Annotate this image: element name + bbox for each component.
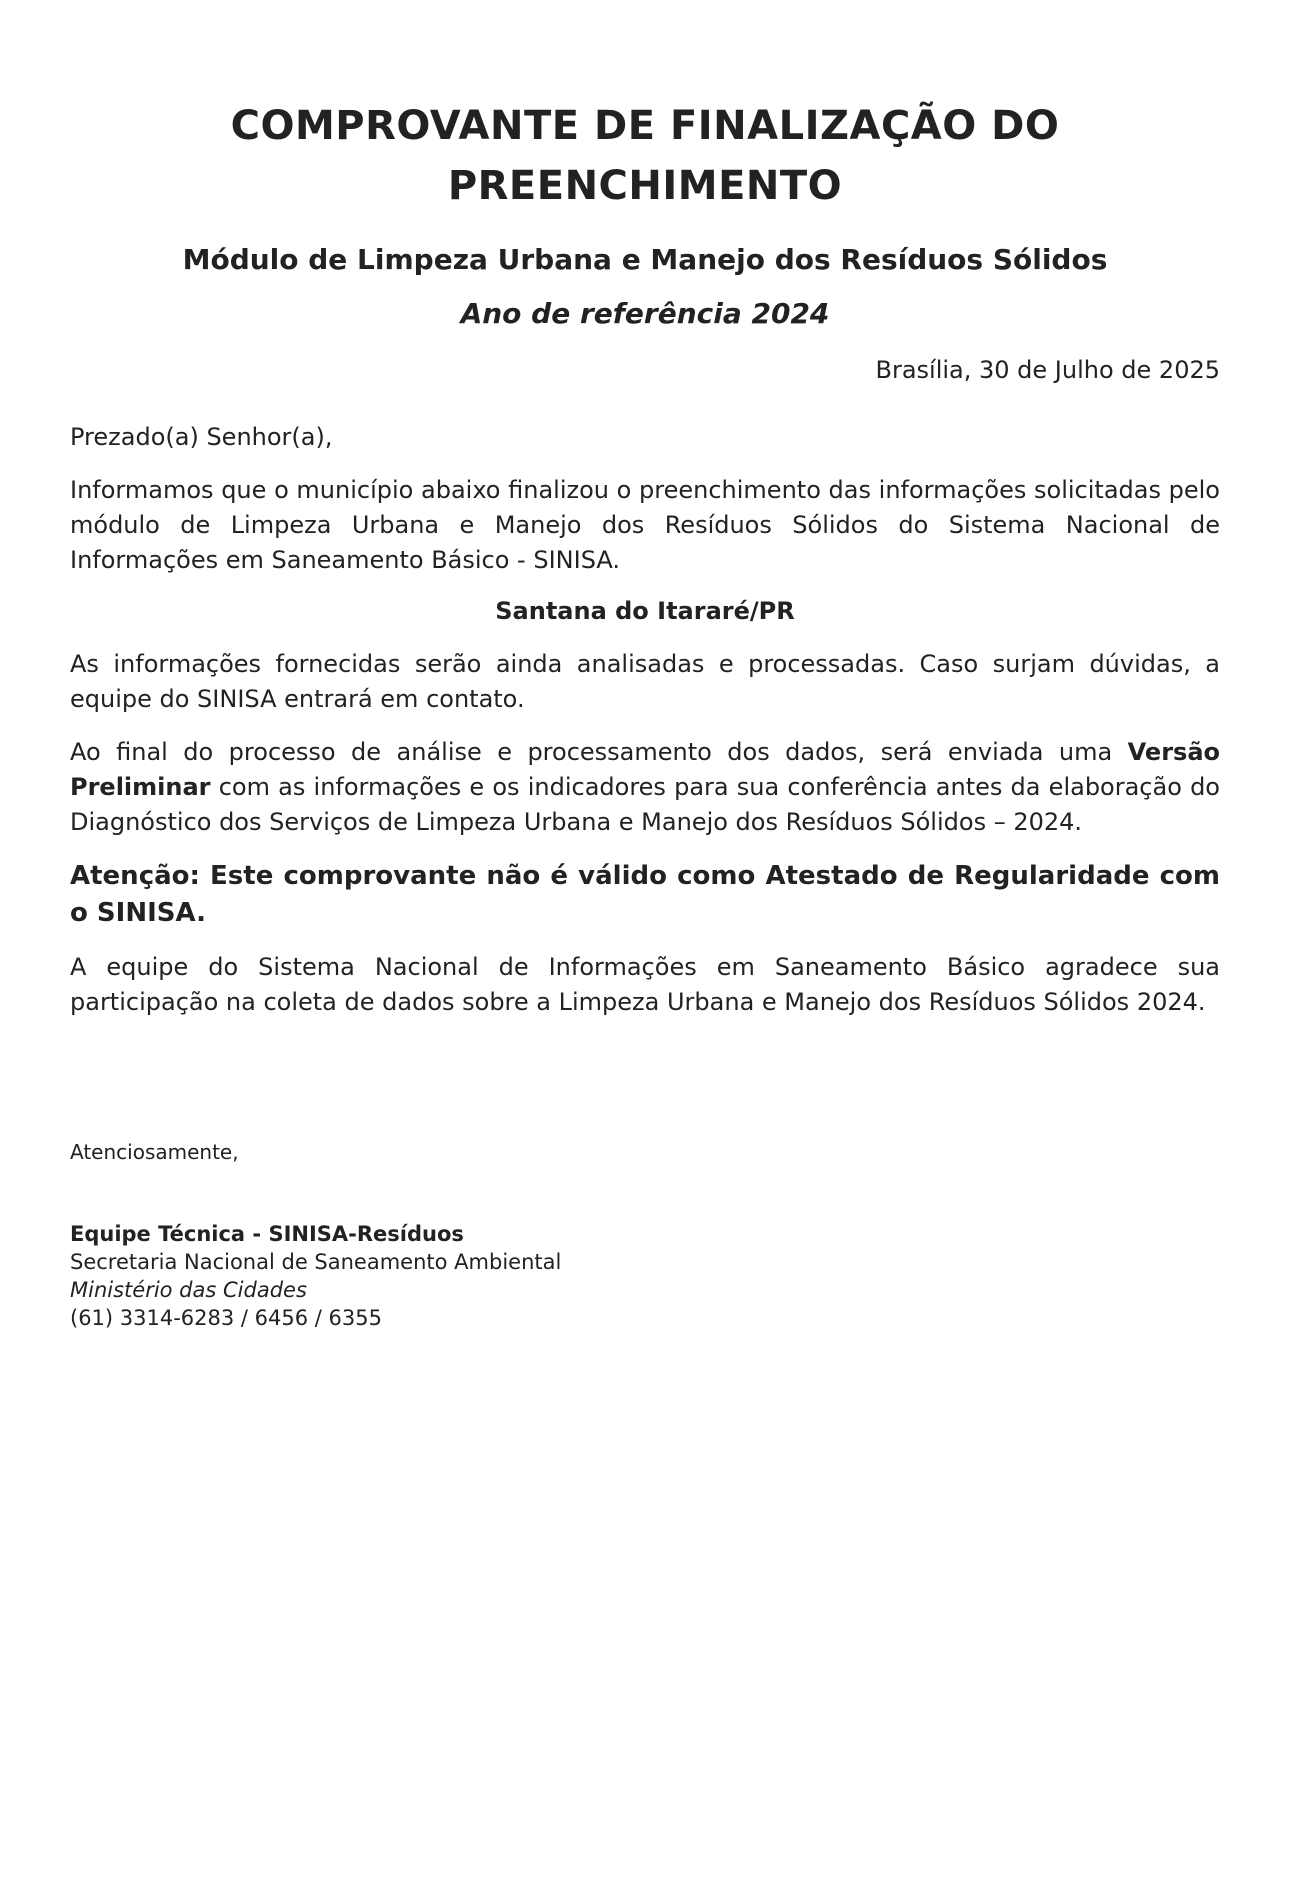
document-date: Brasília, 30 de Julho de 2025 xyxy=(875,356,1220,384)
signature-phone: (61) 3314-6283 / 6456 / 6355 xyxy=(70,1306,382,1330)
signature-block xyxy=(70,1220,1220,1332)
signature-secretariat: Secretaria Nacional de Saneamento Ambiental xyxy=(70,1250,562,1274)
signature-ministry: Ministério das Cidades xyxy=(70,1278,307,1302)
intro-paragraph: Informamos que o município abaixo finalizou o preenchimento das informações solicitadas pelo módulo de Limpeza Urbana e Manejo dos Resíduos Sólidos do Sistema Nacional de Informações em Saneamento Básico - SINISA. xyxy=(70,476,1220,574)
preliminary-text-after: com as informações e os indicadores para sua conferência antes da elaboração do Diagnóstico dos Serviços de Limpeza Urbana e Manejo dos Resíduos Sólidos – 2024. xyxy=(70,773,1220,836)
document-title: COMPROVANTE DE FINALIZAÇÃO DO PREENCHIMENTO xyxy=(230,103,1060,209)
preliminary-text-before: Ao final do processo de análise e processamento dos dados, será enviada uma xyxy=(70,738,1128,766)
module-subtitle: Módulo de Limpeza Urbana e Manejo dos Resíduos Sólidos xyxy=(182,243,1108,276)
thanks-paragraph: A equipe do Sistema Nacional de Informações em Saneamento Básico agradece sua participação na coleta de dados sobre a Limpeza Urbana e Manejo dos Resíduos Sólidos 2024. xyxy=(70,953,1220,1016)
municipality-name: Santana do Itararé/PR xyxy=(495,597,795,625)
preliminary-paragraph xyxy=(70,735,1220,840)
closing-salutation: Atenciosamente, xyxy=(70,1140,239,1164)
document-page xyxy=(70,96,1220,1332)
preliminary-version-label: Versão Preliminar xyxy=(70,738,1220,801)
attention-notice: Atenção: Este comprovante não é válido como Atestado de Regularidade com o SINISA. xyxy=(70,861,1220,928)
reference-year: Ano de referência 2024 xyxy=(460,297,830,330)
analysis-paragraph: As informações fornecidas serão ainda analisadas e processadas. Caso surjam dúvidas, a equipe do SINISA entrará em contato. xyxy=(70,650,1220,713)
signature-team: Equipe Técnica - SINISA-Resíduos xyxy=(70,1222,464,1246)
greeting: Prezado(a) Senhor(a), xyxy=(70,423,333,451)
